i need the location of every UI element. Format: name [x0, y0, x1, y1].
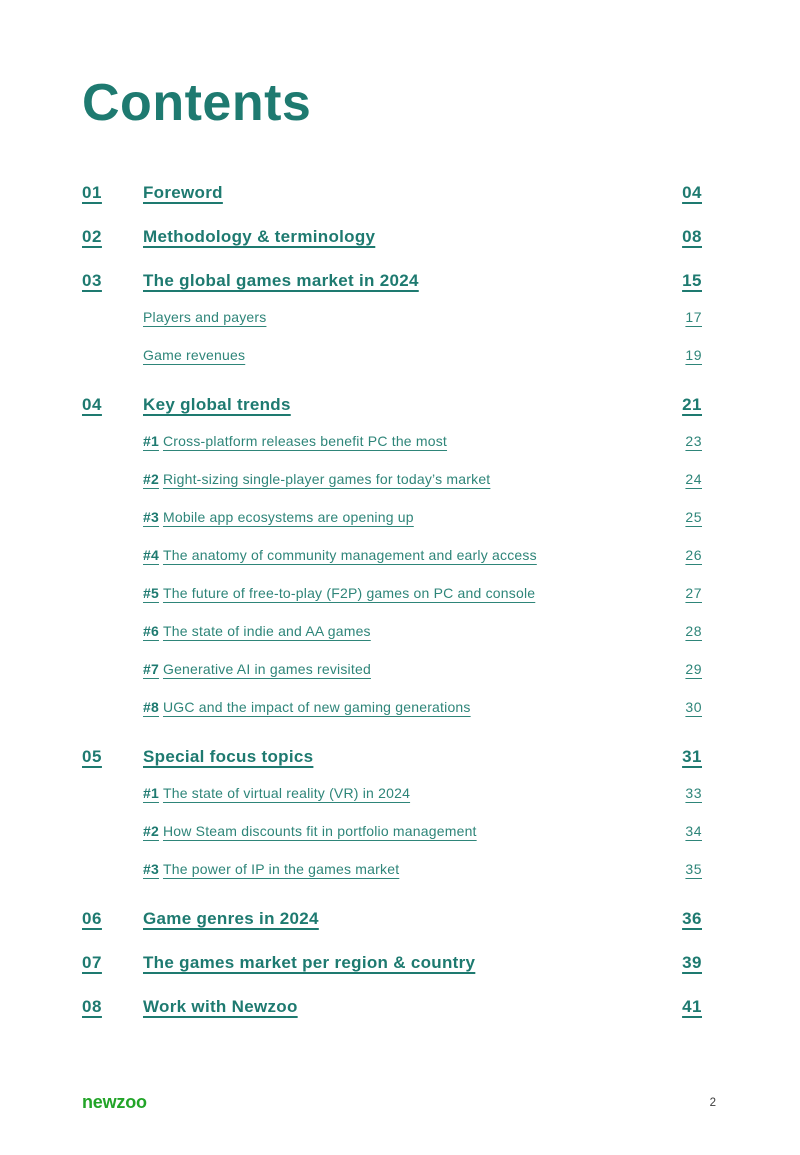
toc-entry-page[interactable]: 31 — [682, 747, 702, 766]
toc-entry-page[interactable]: 21 — [682, 395, 702, 414]
toc-sub-entry-title[interactable] — [143, 584, 535, 602]
toc-entry-title[interactable]: Methodology & terminology — [143, 227, 376, 246]
toc-sub-entry-title[interactable] — [143, 308, 266, 326]
toc-sub-entry — [82, 508, 702, 526]
toc-sub-entry-prefix: #8 — [143, 699, 159, 715]
toc-sub-entry-prefix: #6 — [143, 623, 159, 639]
toc-sub-entry-page[interactable]: 35 — [685, 861, 702, 877]
toc-entry-page[interactable]: 04 — [682, 183, 702, 202]
toc-sub-entry-text: Right-sizing single-player games for today’s market — [162, 471, 491, 487]
toc-sub-entry-title[interactable] — [143, 860, 399, 878]
toc-entry-title[interactable]: Key global trends — [143, 395, 291, 414]
toc-sub-entry-title[interactable] — [143, 470, 490, 488]
toc-sub-entry-title[interactable] — [143, 698, 471, 716]
toc-entry-game-genres — [82, 908, 702, 929]
toc-sub-entry-text: UGC and the impact of new gaming generations — [162, 699, 471, 715]
toc-sub-entry-text: Generative AI in games revisited — [162, 661, 371, 677]
toc-sub-entry-prefix: #1 — [143, 433, 159, 449]
toc-sub-entry-page[interactable]: 30 — [685, 699, 702, 715]
toc-sub-entry — [82, 470, 702, 488]
toc-sub-entry-prefix: #4 — [143, 547, 159, 563]
toc-sub-entry-text: The state of indie and AA games — [162, 623, 371, 639]
toc-entry-key-global-trends — [82, 394, 702, 415]
toc-entry-number[interactable]: 03 — [82, 271, 102, 290]
toc-sub-entry-text: The power of IP in the games market — [162, 861, 400, 877]
toc-sub-entry — [82, 660, 702, 678]
toc-entry-number[interactable]: 02 — [82, 227, 102, 246]
toc-entry-title[interactable]: Foreword — [143, 183, 223, 202]
toc-entry-market-per-region — [82, 952, 702, 973]
toc-entry-page[interactable]: 36 — [682, 909, 702, 928]
toc-sub-entry-page[interactable]: 28 — [685, 623, 702, 639]
toc-sub-entry-text: Mobile app ecosystems are opening up — [162, 509, 414, 525]
toc-entry-foreword — [82, 182, 702, 203]
page-footer — [82, 1092, 716, 1113]
toc-sub-entry-page[interactable]: 25 — [685, 509, 702, 525]
toc-sub-entry-text: How Steam discounts fit in portfolio management — [162, 823, 477, 839]
toc-sub-entry-prefix: #7 — [143, 661, 159, 677]
toc-sub-entry-title[interactable] — [143, 622, 371, 640]
toc-entry-special-focus-topics — [82, 746, 702, 767]
toc-entry-global-games-market — [82, 270, 702, 291]
toc-sub-entry — [82, 860, 702, 878]
toc-entry-page[interactable]: 41 — [682, 997, 702, 1016]
toc-sub-entry-page[interactable]: 27 — [685, 585, 702, 601]
toc-entry-title[interactable]: The global games market in 2024 — [143, 271, 419, 290]
toc-sub-entry-page[interactable]: 26 — [685, 547, 702, 563]
toc-entry-title[interactable]: Special focus topics — [143, 747, 314, 766]
toc-entry-number[interactable]: 06 — [82, 909, 102, 928]
toc-sub-entry-page[interactable]: 33 — [685, 785, 702, 801]
toc-sub-entry — [82, 346, 702, 364]
toc-sub-entry-page[interactable]: 34 — [685, 823, 702, 839]
toc-sub-entry — [82, 698, 702, 716]
toc-sub-entry — [82, 432, 702, 450]
toc-sub-entry — [82, 784, 702, 802]
toc-sub-entry — [82, 622, 702, 640]
toc-sub-entry-prefix: #2 — [143, 471, 159, 487]
page-title: Contents — [82, 74, 312, 132]
toc-sub-entry — [82, 584, 702, 602]
toc-sub-entry-text: Cross-platform releases benefit PC the most — [162, 433, 448, 449]
toc-entry-title[interactable]: Work with Newzoo — [143, 997, 298, 1016]
toc-entry-number[interactable]: 01 — [82, 183, 102, 202]
toc-entry-page[interactable]: 39 — [682, 953, 702, 972]
toc-sub-entry-page[interactable]: 19 — [685, 347, 702, 363]
table-of-contents — [82, 182, 702, 1017]
toc-sub-entry — [82, 308, 702, 326]
newzoo-logo: newzoo — [82, 1092, 147, 1112]
toc-entry-title[interactable]: Game genres in 2024 — [143, 909, 319, 928]
toc-sub-entry — [82, 822, 702, 840]
toc-sub-entry-text: The anatomy of community management and early access — [162, 547, 537, 563]
toc-sub-entry-text: Game revenues — [143, 347, 246, 363]
toc-sub-entry-title[interactable] — [143, 784, 410, 802]
toc-sub-entry-text: The state of virtual reality (VR) in 2024 — [162, 785, 411, 801]
toc-sub-entry — [82, 546, 702, 564]
toc-sub-entry-page[interactable]: 17 — [685, 309, 702, 325]
toc-sub-entry-page[interactable]: 23 — [685, 433, 702, 449]
toc-entry-number[interactable]: 08 — [82, 997, 102, 1016]
toc-sub-entry-title[interactable] — [143, 432, 447, 450]
toc-sub-entry-title[interactable] — [143, 508, 414, 526]
toc-sub-entry-text: The future of free-to-play (F2P) games on PC and console — [162, 585, 536, 601]
toc-entry-number[interactable]: 07 — [82, 953, 102, 972]
toc-sub-entry-title[interactable] — [143, 822, 477, 840]
toc-sub-entry-page[interactable]: 24 — [685, 471, 702, 487]
toc-sub-entry-title[interactable] — [143, 660, 371, 678]
footer-page-number: 2 — [709, 1096, 716, 1109]
toc-entry-number[interactable]: 04 — [82, 395, 102, 414]
toc-entry-methodology — [82, 226, 702, 247]
toc-sub-entry-prefix: #1 — [143, 785, 159, 801]
toc-entry-number[interactable]: 05 — [82, 747, 102, 766]
toc-sub-entry-title[interactable] — [143, 346, 245, 364]
toc-entry-work-with-newzoo — [82, 996, 702, 1017]
toc-sub-entry-title[interactable] — [143, 546, 537, 564]
toc-entry-page[interactable]: 08 — [682, 227, 702, 246]
toc-entry-title[interactable]: The games market per region & country — [143, 953, 476, 972]
toc-sub-entry-page[interactable]: 29 — [685, 661, 702, 677]
toc-entry-page[interactable]: 15 — [682, 271, 702, 290]
toc-sub-entry-prefix: #3 — [143, 861, 159, 877]
toc-sub-entry-prefix: #5 — [143, 585, 159, 601]
toc-sub-entry-text: Players and payers — [143, 309, 267, 325]
toc-sub-entry-prefix: #2 — [143, 823, 159, 839]
toc-sub-entry-prefix: #3 — [143, 509, 159, 525]
